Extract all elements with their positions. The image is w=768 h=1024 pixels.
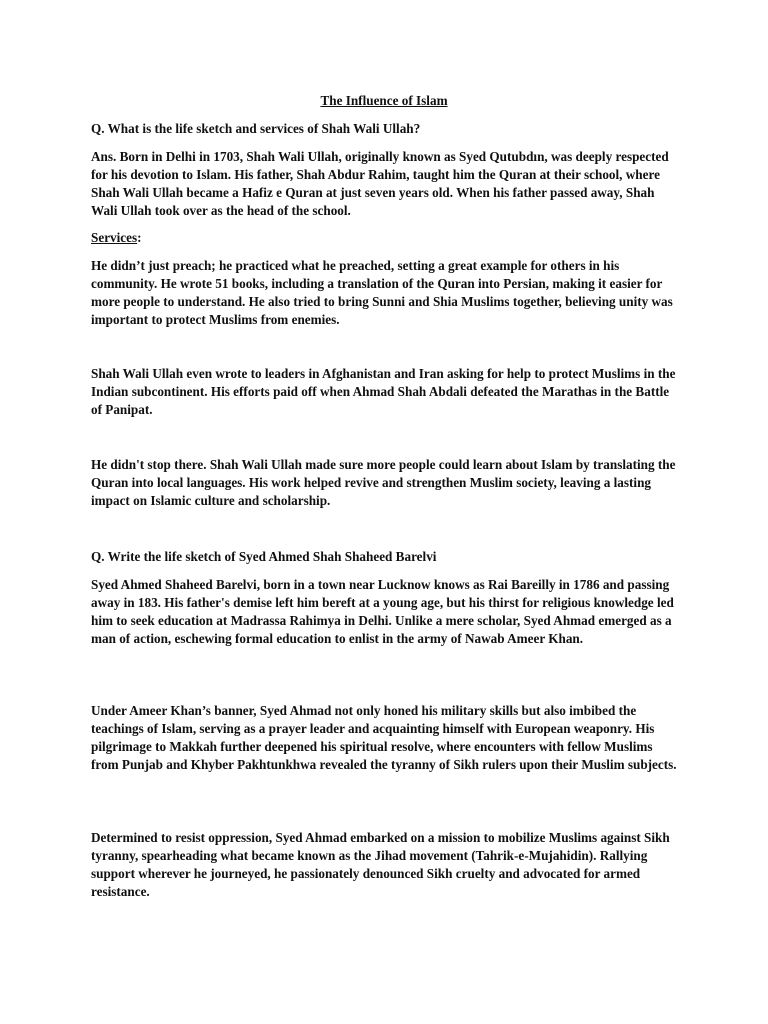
barelvi-paragraph-1: Syed Ahmed Shaheed Barelvi, born in a town near Lucknow knows as Rai Bareilly in 1786 and passing away in 183. His father's demise left him bereft at a young age, but his thirst for religious knowledge led him to seek education at Madrassa Rahimya in Delhi. Unlike a mere scholar, Syed Ahmad emerged as a man of action, eschewing formal education to enlist in the army of Nawab Ameer Khan.: [91, 577, 674, 646]
question-syed-ahmed-barelvi: Q. Write the life sketch of Syed Ahmed Shah Shaheed Barelvi: [91, 549, 437, 564]
question-shah-wali-ullah: Q. What is the life sketch and services of Shah Wali Ullah?: [91, 121, 421, 136]
answer-shah-wali-ullah: Ans. Born in Delhi in 1703, Shah Wali Ullah, originally known as Syed Qutubdın, was deeply respected for his devotion to Islam. His father, Shah Abdur Rahim, taught him the Quran at their school, where Shah Wali Ullah became a Hafiz e Quran at just seven years old. When his father passed away, Shah Wali Ullah took over as the head of the school.: [91, 149, 669, 218]
services-paragraph-2: Shah Wali Ullah even wrote to leaders in Afghanistan and Iran asking for help to protect Muslims in the Indian subcontinent. His efforts paid off when Ahmad Shah Abdali defeated the Marathas in the Battle of Panipat.: [91, 366, 676, 417]
services-heading: [91, 229, 683, 247]
document-title: The Influence of Islam: [320, 93, 448, 108]
services-paragraph-3: He didn't stop there. Shah Wali Ullah made sure more people could learn about Islam by translating the Quran into local languages. His work helped revive and strengthen Muslim society, leaving a lasting impact on Islamic culture and scholarship.: [91, 457, 676, 508]
barelvi-paragraph-2: Under Ameer Khan’s banner, Syed Ahmad not only honed his military skills but also imbibed the teachings of Islam, serving as a prayer leader and acquainting himself with European weaponry. His pilgrimage to Makkah further deepened his spiritual resolve, where encounters with fellow Muslims from Punjab and Khyber Pakhtunkhwa revealed the tyranny of Sikh rulers upon their Muslim subjects.: [91, 703, 677, 772]
services-heading-text: Services: [91, 230, 138, 245]
services-paragraph-1: He didn’t just preach; he practiced what he preached, setting a great example for others in his community. He wrote 51 books, including a translation of the Quran into Persian, making it easier for more people to understand. He also tried to bring Sunni and Shia Muslims together, believing unity was important to protect Muslims from enemies.: [91, 258, 673, 327]
services-heading-colon: :: [137, 230, 142, 245]
barelvi-paragraph-3: Determined to resist oppression, Syed Ahmad embarked on a mission to mobilize Muslims against Sikh tyranny, spearheading what became known as the Jihad movement (Tahrik-e-Mujahidin). Rallying support wherever he journeyed, he passionately denounced Sikh cruelty and advocated for armed resistance.: [91, 830, 670, 899]
